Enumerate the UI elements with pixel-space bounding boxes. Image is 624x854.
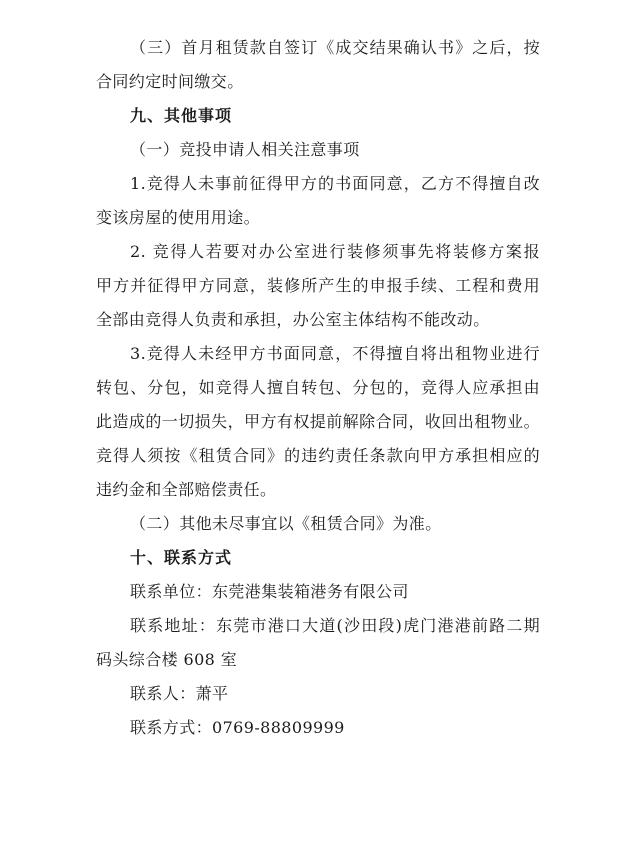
paragraph-line: 此造成的一切损失，甲方有权提前解除合同，收回出租物业。 [96,412,540,431]
subsection-heading: （一）竞投申请人相关注意事项 [130,140,360,159]
paragraph-line: 转包、分包，如竞得人擅自转包、分包的，竞得人应承担由 [96,378,540,397]
contact-unit: 联系单位：东莞港集装箱港务有限公司 [130,582,409,601]
contact-address-cont: 码头综合楼 608 室 [96,650,238,669]
contact-address: 联系地址：东莞市港口大道(沙田段)虎门港港前路二期 [130,616,540,635]
section-heading-nine: 九、其他事项 [130,106,233,125]
paragraph-line: 违约金和全部赔偿责任。 [96,480,277,499]
paragraph-line: 变该房屋的使用用途。 [96,208,261,227]
paragraph-line: 全部由竞得人负责和承担，办公室主体结构不能改动。 [96,310,490,329]
contact-phone: 联系方式：0769-88809999 [130,718,345,737]
paragraph-line: 甲方并征得甲方同意，装修所产生的申报手续、工程和费用 [96,276,540,295]
paragraph-line: （三）首月租赁款自签订《成交结果确认书》之后，按 [130,38,540,57]
paragraph-line: 2. 竞得人若要对办公室进行装修须事先将装修方案报 [130,242,540,261]
contact-person: 联系人：萧平 [130,684,229,703]
paragraph-line: 竞得人须按《租赁合同》的违约责任条款向甲方承担相应的 [96,446,540,465]
paragraph-line: （二）其他未尽事宜以《租赁合同》为准。 [130,514,442,533]
section-heading-ten: 十、联系方式 [130,548,233,567]
paragraph-line: 1.竞得人未事前征得甲方的书面同意，乙方不得擅自改 [130,174,540,193]
paragraph-line: 合同约定时间缴交。 [96,72,244,91]
paragraph-line: 3.竞得人未经甲方书面同意，不得擅自将出租物业进行 [130,344,540,363]
